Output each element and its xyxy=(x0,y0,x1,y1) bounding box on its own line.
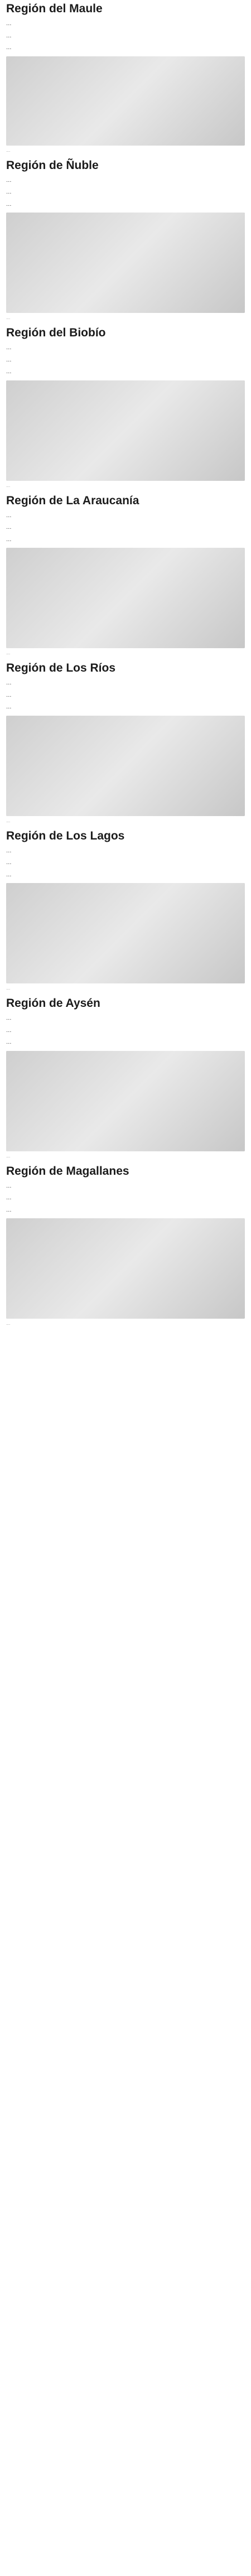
region-paragraph: … xyxy=(6,369,12,375)
region-paragraph: … xyxy=(6,45,12,51)
region-photo xyxy=(6,56,245,146)
region-section xyxy=(6,326,245,489)
region-photo xyxy=(6,213,245,313)
region-section xyxy=(6,1165,245,1327)
region-section xyxy=(6,662,245,824)
region-photo-caption: … xyxy=(6,650,11,655)
region-section xyxy=(6,494,245,657)
region-photo-caption: … xyxy=(6,986,11,991)
region-section xyxy=(6,829,245,992)
region-paragraph: … xyxy=(6,1015,12,1021)
region-title: Región de Los Lagos xyxy=(6,829,125,842)
region-paragraph: … xyxy=(6,847,12,854)
region-paragraph: … xyxy=(6,189,12,195)
region-photo-caption: … xyxy=(6,315,11,320)
region-photo xyxy=(6,548,245,648)
region-paragraph: … xyxy=(6,201,12,208)
region-section xyxy=(6,997,245,1159)
region-paragraph: … xyxy=(6,345,12,351)
region-title: Región del Biobío xyxy=(6,326,106,339)
region-photo-caption: … xyxy=(6,1321,11,1326)
region-photo-caption: … xyxy=(6,818,11,823)
region-photo xyxy=(6,1051,245,1151)
region-photo-caption: … xyxy=(6,147,11,153)
region-title: Región de La Araucanía xyxy=(6,494,139,507)
region-paragraph: … xyxy=(6,177,12,184)
region-paragraph: … xyxy=(6,32,12,39)
region-photo xyxy=(6,716,245,816)
region-paragraph: … xyxy=(6,512,12,519)
region-title: Región de Aysén xyxy=(6,997,100,1010)
region-paragraph: … xyxy=(6,524,12,530)
region-title: Región de Ñuble xyxy=(6,158,99,172)
region-photo xyxy=(6,1218,245,1319)
region-paragraph: … xyxy=(6,1027,12,1034)
region-paragraph: … xyxy=(6,21,12,27)
region-section xyxy=(6,2,245,153)
region-paragraph: … xyxy=(6,1207,12,1213)
region-paragraph: … xyxy=(6,356,12,363)
region-paragraph: … xyxy=(6,536,12,543)
region-paragraph: … xyxy=(6,680,12,686)
region-title: Región de Los Ríos xyxy=(6,662,116,674)
region-photo xyxy=(6,883,245,983)
region-paragraph: … xyxy=(6,1183,12,1189)
region-paragraph: … xyxy=(6,1039,12,1045)
region-paragraph: … xyxy=(6,1195,12,1201)
region-photo-caption: … xyxy=(6,1153,11,1159)
region-paragraph: … xyxy=(6,871,12,878)
region-title: Región de Magallanes xyxy=(6,1164,129,1178)
region-section xyxy=(6,159,245,321)
region-paragraph: … xyxy=(6,704,12,710)
region-photo-caption: … xyxy=(6,483,11,488)
region-photo xyxy=(6,380,245,481)
region-title: Región del Maule xyxy=(6,2,103,15)
region-paragraph: … xyxy=(6,692,12,698)
region-paragraph: … xyxy=(6,860,12,866)
